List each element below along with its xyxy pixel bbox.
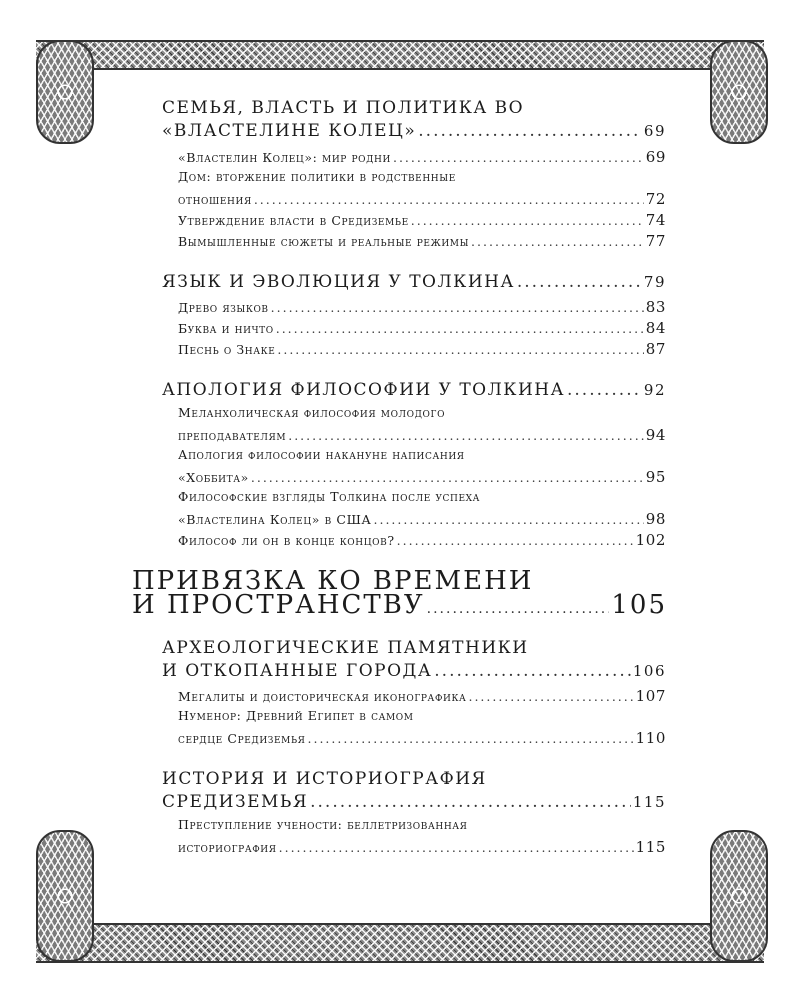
toc-entry-section[interactable]	[162, 380, 666, 400]
entry-title: Буква и ничто	[178, 321, 274, 336]
leader-dots	[567, 380, 642, 400]
leader-dots	[279, 840, 634, 855]
leader-dots	[434, 661, 631, 681]
entry-title: Нуменор: Древний Египет в самом	[178, 708, 414, 723]
entry-title: Дом: вторжение политики в родственные	[178, 169, 456, 184]
entry-title: сердце Средиземья	[178, 731, 306, 746]
toc-entry[interactable]	[178, 468, 666, 486]
leader-dots	[397, 533, 634, 548]
entry-title: Преступление учености: беллетризованная	[178, 817, 468, 832]
part-title: И ПРОСТРАНСТВУ	[132, 590, 425, 620]
page-number: 84	[645, 319, 666, 337]
page-number: 83	[645, 298, 666, 316]
entry-title: Утверждение власти в Средиземье	[178, 213, 409, 228]
toc-entry[interactable]	[178, 340, 666, 358]
page-number: 69	[645, 148, 666, 166]
toc-entry-line	[178, 447, 666, 462]
page-number: 94	[645, 426, 666, 444]
page-number: 72	[645, 190, 666, 208]
entry-title: «Хоббита»	[178, 470, 249, 485]
page-number: 77	[645, 232, 666, 250]
toc-entry[interactable]	[178, 190, 666, 208]
toc-entry[interactable]	[178, 298, 666, 316]
section-heading-line	[162, 638, 662, 658]
toc-entry-line	[178, 489, 666, 504]
ornament-border-top	[36, 40, 764, 70]
page-number: 98	[645, 510, 666, 528]
ornament-corner-top-left	[36, 40, 94, 144]
entry-title: Вымышленные сюжеты и реальные режимы	[178, 234, 470, 249]
section-title: АРХЕОЛОГИЧЕСКИЕ ПАМЯТНИКИ	[162, 638, 529, 658]
page-number: 107	[635, 687, 666, 705]
ornament-corner-bottom-right	[710, 830, 768, 962]
leader-dots	[271, 300, 644, 315]
page-number: 115	[635, 838, 666, 856]
entry-title: Песнь о Знаке	[178, 342, 276, 357]
toc-entry[interactable]	[178, 687, 666, 705]
entry-title: отношения	[178, 192, 252, 207]
section-title: «ВЛАСТЕЛИНЕ КОЛЕЦ»	[162, 121, 417, 141]
leader-dots	[310, 792, 631, 812]
entry-title: историография	[178, 840, 277, 855]
toc-entry-section[interactable]	[162, 272, 666, 292]
toc-entry-section[interactable]	[162, 792, 666, 812]
toc-entry[interactable]	[178, 148, 666, 166]
page-number: 95	[645, 468, 666, 486]
toc-entry-part[interactable]	[132, 590, 667, 620]
toc-entry[interactable]	[178, 211, 666, 229]
page-number: 74	[645, 211, 666, 229]
page-number: 92	[643, 381, 666, 399]
leader-dots	[276, 321, 644, 336]
toc-entry[interactable]	[178, 232, 666, 250]
section-title: СРЕДИЗЕМЬЯ	[162, 792, 309, 812]
entry-title: «Властелина Колец» в США	[178, 512, 372, 527]
entry-title: Древо языков	[178, 300, 269, 315]
entry-title: Философ ли он в конце концов?	[178, 533, 395, 548]
toc-entry[interactable]	[178, 426, 666, 444]
leader-dots	[393, 150, 644, 165]
toc-entry-section[interactable]	[162, 121, 666, 141]
page-number: 87	[645, 340, 666, 358]
page-number: 105	[611, 590, 667, 620]
leader-dots	[411, 213, 644, 228]
leader-dots	[254, 192, 644, 207]
leader-dots	[288, 428, 643, 443]
leader-dots	[308, 731, 634, 746]
leader-dots	[471, 234, 644, 249]
section-title: ЯЗЫК И ЭВОЛЮЦИЯ У ТОЛКИНА	[162, 272, 515, 292]
toc-entry[interactable]	[178, 510, 666, 528]
toc-entry-section[interactable]	[162, 661, 666, 681]
leader-dots	[418, 121, 642, 141]
entry-title: Мегалиты и доисторическая иконографика	[178, 689, 467, 704]
entry-title: «Властелин Колец»: мир родни	[178, 150, 391, 165]
leader-dots	[374, 512, 644, 527]
page-number: 106	[632, 662, 666, 680]
leader-dots	[251, 470, 644, 485]
toc-entry[interactable]	[178, 838, 666, 856]
toc-entry[interactable]	[178, 729, 666, 747]
entry-title: преподавателям	[178, 428, 287, 443]
section-title: ИСТОРИЯ И ИСТОРИОГРАФИЯ	[162, 769, 487, 789]
entry-title: Меланхолическая философия молодого	[178, 405, 446, 420]
page-number: 110	[635, 729, 666, 747]
toc-entry[interactable]	[178, 319, 666, 337]
section-title: И ОТКОПАННЫЕ ГОРОДА	[162, 661, 433, 681]
entry-title: Апология философии накануне написания	[178, 447, 465, 462]
toc-entry-line	[178, 405, 666, 420]
entry-title: Философские взгляды Толкина после успеха	[178, 489, 481, 504]
ornament-corner-top-right	[710, 40, 768, 144]
leader-dots	[468, 689, 633, 704]
toc-entry[interactable]	[178, 531, 666, 549]
section-title: СЕМЬЯ, ВЛАСТЬ И ПОЛИТИКА ВО	[162, 98, 525, 118]
leader-dots	[517, 272, 642, 292]
ornament-corner-bottom-left	[36, 830, 94, 962]
toc-entry-line	[178, 169, 666, 184]
section-heading-line	[162, 769, 662, 789]
ornament-border-bottom	[36, 923, 764, 963]
toc-entry-line	[178, 708, 666, 723]
leader-dots	[277, 342, 643, 357]
page-number: 115	[632, 793, 666, 811]
leader-dots	[427, 601, 610, 617]
page-number: 69	[643, 122, 666, 140]
page-number: 102	[635, 531, 666, 549]
page-number: 79	[643, 273, 666, 291]
toc-entry-line	[178, 817, 666, 832]
part-title: ПРИВЯЗКА КО ВРЕМЕНИ	[132, 566, 534, 596]
section-title: АПОЛОГИЯ ФИЛОСОФИИ У ТОЛКИНА	[162, 380, 565, 400]
section-heading-line	[162, 98, 662, 118]
